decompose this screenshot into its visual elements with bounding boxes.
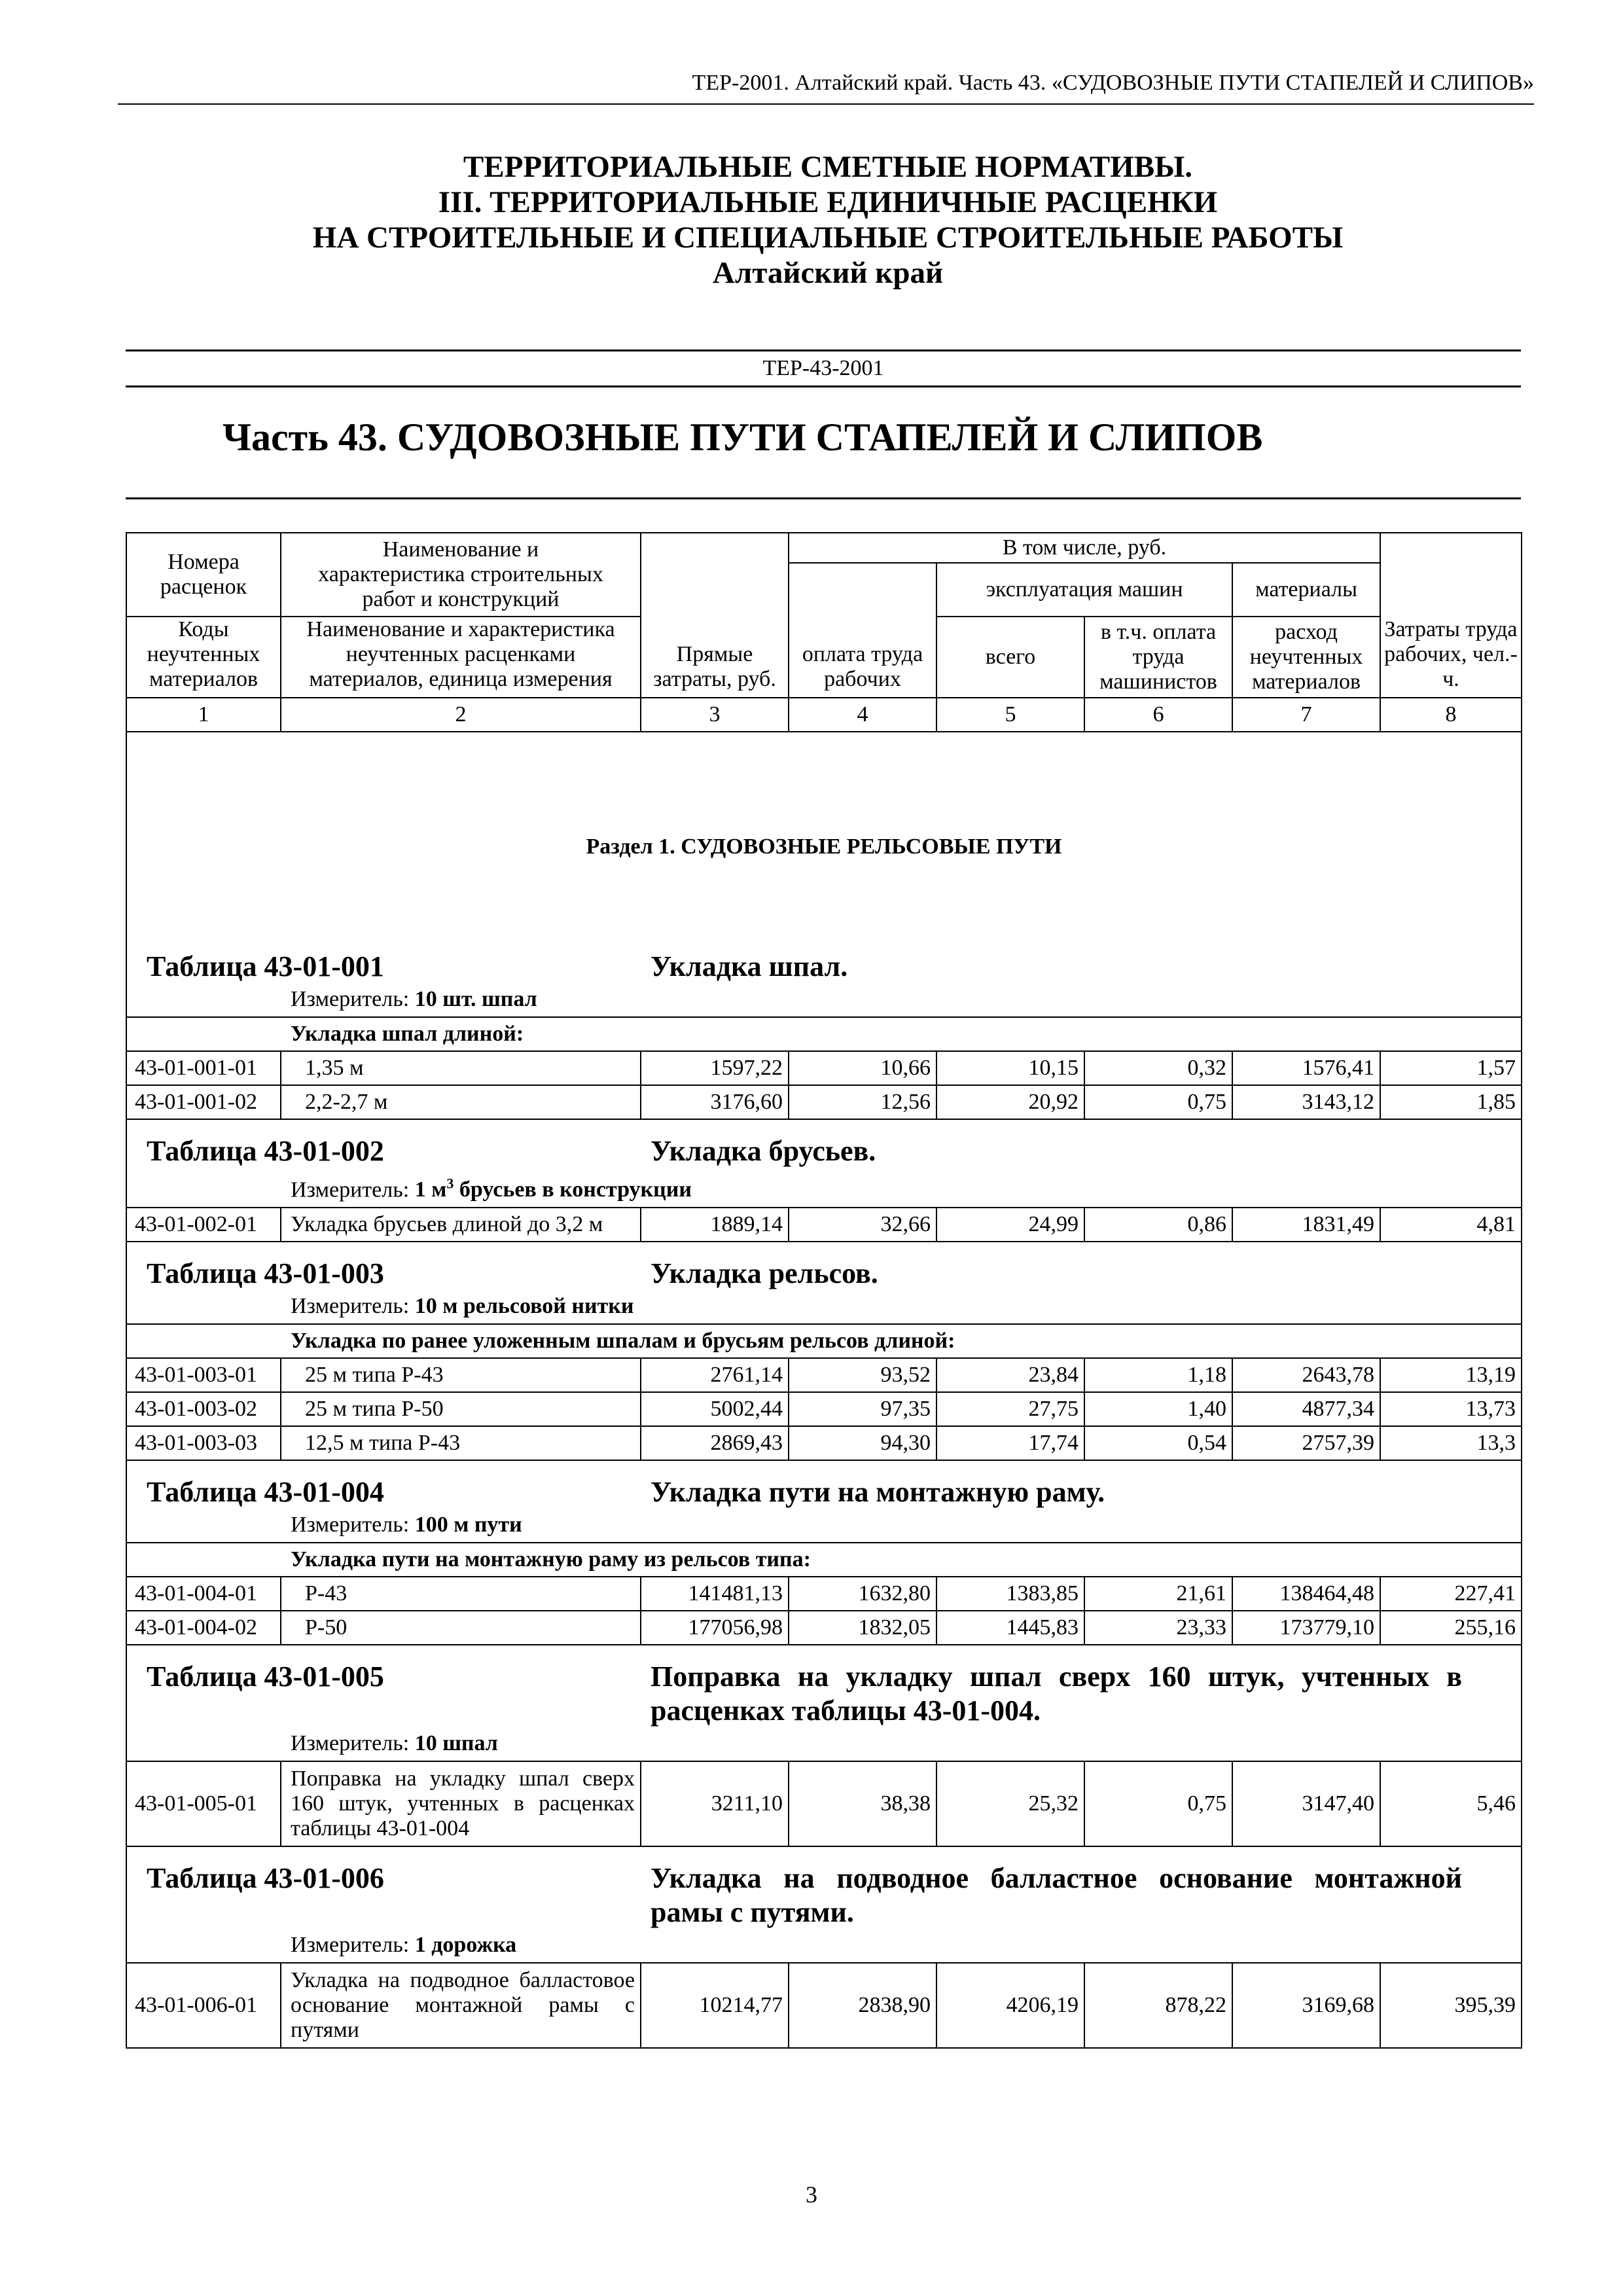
machine-total-value: 4206,19 [936, 1963, 1084, 2048]
header-operator-pay: в т.ч. оплата труда машинистов [1084, 617, 1232, 698]
meter-label: Измеритель: [291, 987, 410, 1011]
materials-value: 2757,39 [1232, 1426, 1380, 1460]
operator-pay-value: 878,22 [1084, 1963, 1232, 2048]
table-number: Таблица 43-01-001 [147, 950, 384, 982]
rate-name: Р-43 [281, 1577, 641, 1611]
header-labor-costs: Затраты труда рабочих, чел.-ч. [1380, 533, 1522, 698]
meter-label: Измеритель: [291, 1294, 410, 1319]
meter-value: 10 шт. шпал [414, 987, 537, 1011]
table-name: Укладка пути на монтажную раму. [651, 1476, 1105, 1509]
meter-label: Измеритель: [291, 1731, 410, 1756]
labor-costs-value: 13,3 [1380, 1426, 1522, 1460]
meter-value: 100 м пути [414, 1513, 522, 1537]
table-name: Укладка рельсов. [651, 1257, 878, 1290]
direct-costs-value: 1889,14 [641, 1208, 789, 1242]
rate-code: 43-01-006-01 [126, 1963, 281, 2048]
worker-pay-value: 12,56 [789, 1085, 936, 1119]
table-name: Укладка брусьев. [651, 1135, 876, 1167]
column-number: 6 [1084, 698, 1232, 732]
table-row [126, 1208, 1522, 1242]
meter-line [127, 1291, 1521, 1323]
worker-pay-value: 38,38 [789, 1761, 936, 1846]
rate-name: 2,2-2,7 м [281, 1085, 641, 1119]
header-worker-pay: оплата труда рабочих [789, 563, 936, 698]
running-header: ТЕР-2001. Алтайский край. Часть 43. «СУДОВОЗНЫЕ ПУТИ СТАПЕЛЕЙ И СЛИПОВ» [118, 71, 1534, 105]
operator-pay-value: 0,54 [1084, 1426, 1232, 1460]
operator-pay-value: 23,33 [1084, 1611, 1232, 1645]
rate-code: 43-01-003-02 [126, 1392, 281, 1426]
header-unaccounted-codes: Коды неучтенных материалов [126, 617, 281, 698]
labor-costs-value: 1,57 [1380, 1051, 1522, 1085]
worker-pay-value: 1632,80 [789, 1577, 936, 1611]
table-subheading: Укладка по ранее уложенным шпалам и брусьям рельсов длиной: [126, 1324, 1522, 1358]
direct-costs-value: 2761,14 [641, 1358, 789, 1392]
header-rate-numbers: Номера расценок [126, 533, 281, 617]
table-subheading: Укладка шпал длиной: [126, 1017, 1522, 1051]
meter-value: 10 шпал [414, 1731, 498, 1756]
labor-costs-value: 13,19 [1380, 1358, 1522, 1392]
operator-pay-value: 1,40 [1084, 1392, 1232, 1426]
rate-code: 43-01-002-01 [126, 1208, 281, 1242]
header-machine-operation: эксплуатация машин [936, 563, 1232, 617]
labor-costs-value: 5,46 [1380, 1761, 1522, 1846]
meter-line [127, 1728, 1521, 1761]
rate-code: 43-01-003-01 [126, 1358, 281, 1392]
materials-value: 3143,12 [1232, 1085, 1380, 1119]
table-row [126, 1051, 1522, 1085]
machine-total-value: 20,92 [936, 1085, 1084, 1119]
table-row [126, 1358, 1522, 1392]
rate-name: 25 м типа Р-50 [281, 1392, 641, 1426]
worker-pay-value: 10,66 [789, 1051, 936, 1085]
table-number: Таблица 43-01-002 [147, 1135, 384, 1167]
machine-total-value: 17,74 [936, 1426, 1084, 1460]
materials-value: 1831,49 [1232, 1208, 1380, 1242]
operator-pay-value: 0,32 [1084, 1051, 1232, 1085]
materials-value: 3147,40 [1232, 1761, 1380, 1846]
page-number: 3 [806, 2181, 817, 2208]
table-number: Таблица 43-01-005 [147, 1660, 384, 1693]
labor-costs-value: 227,41 [1380, 1577, 1522, 1611]
meter-value: 10 м рельсовой нитки [414, 1294, 634, 1319]
worker-pay-value: 93,52 [789, 1358, 936, 1392]
document-title [124, 149, 1531, 291]
materials-value: 4877,34 [1232, 1392, 1380, 1426]
table-number: Таблица 43-01-006 [147, 1862, 384, 1895]
table-name: Укладка шпал. [651, 950, 848, 982]
header-unaccounted-consumption: расход неучтенных материалов [1232, 617, 1380, 698]
header-materials: материалы [1232, 563, 1380, 617]
direct-costs-value: 3211,10 [641, 1761, 789, 1846]
column-number: 8 [1380, 698, 1522, 732]
column-number: 7 [1232, 698, 1380, 732]
rate-name: Р-50 [281, 1611, 641, 1645]
table-row [126, 1085, 1522, 1119]
header-total: всего [936, 617, 1084, 698]
table-row [126, 1392, 1522, 1426]
table-name: Укладка на подводное балластное основание монтажной рамы с путями. [651, 1862, 1462, 1929]
title-line-2: III. ТЕРРИТОРИАЛЬНЫЕ ЕДИНИЧНЫЕ РАСЦЕНКИ [438, 185, 1218, 219]
table-heading [126, 1846, 1522, 1963]
rate-code: 43-01-005-01 [126, 1761, 281, 1846]
labor-costs-value: 255,16 [1380, 1611, 1522, 1645]
meter-label: Измеритель: [291, 1177, 410, 1202]
table-subheading: Укладка пути на монтажную раму из рельсов типа: [126, 1543, 1522, 1577]
worker-pay-value: 1832,05 [789, 1611, 936, 1645]
header-work-name: Наименование и характеристика строительных работ и конструкций [281, 533, 641, 617]
table-heading [126, 935, 1522, 1017]
materials-value: 3169,68 [1232, 1963, 1380, 2048]
table-heading [126, 1119, 1522, 1208]
table-row [126, 1426, 1522, 1460]
title-line-1: ТЕРРИТОРИАЛЬНЫЕ СМЕТНЫЕ НОРМАТИВЫ. [463, 150, 1193, 184]
column-number: 4 [789, 698, 936, 732]
direct-costs-value: 5002,44 [641, 1392, 789, 1426]
rate-code: 43-01-003-03 [126, 1426, 281, 1460]
document-code: ТЕР-43-2001 [126, 350, 1521, 387]
materials-value: 138464,48 [1232, 1577, 1380, 1611]
table-number: Таблица 43-01-004 [147, 1476, 384, 1509]
meter-label: Измеритель: [291, 1513, 410, 1537]
machine-total-value: 10,15 [936, 1051, 1084, 1085]
rates-table [126, 532, 1522, 2049]
materials-value: 1576,41 [1232, 1051, 1380, 1085]
rate-name: 1,35 м [281, 1051, 641, 1085]
direct-costs-value: 1597,22 [641, 1051, 789, 1085]
table-name: Поправка на укладку шпал сверх 160 штук, учтенных в расценках таблицы 43-01-004. [651, 1660, 1462, 1727]
meter-value: 1 дорожка [414, 1933, 517, 1958]
direct-costs-value: 10214,77 [641, 1963, 789, 2048]
operator-pay-value: 0,75 [1084, 1761, 1232, 1846]
meter-label: Измеритель: [291, 1933, 410, 1958]
table-heading [126, 1242, 1522, 1324]
worker-pay-value: 2838,90 [789, 1963, 936, 2048]
operator-pay-value: 1,18 [1084, 1358, 1232, 1392]
table-heading [126, 1645, 1522, 1761]
title-line-3: НА СТРОИТЕЛЬНЫЕ И СПЕЦИАЛЬНЫЕ СТРОИТЕЛЬНЫЕ РАБОТЫ [312, 221, 1344, 255]
table-row [126, 1761, 1522, 1846]
rate-name: Укладка брусьев длиной до 3,2 м [281, 1208, 641, 1242]
machine-total-value: 1445,83 [936, 1611, 1084, 1645]
machine-total-value: 1383,85 [936, 1577, 1084, 1611]
rate-name: 12,5 м типа Р-43 [281, 1426, 641, 1460]
worker-pay-value: 94,30 [789, 1426, 936, 1460]
rate-code: 43-01-004-01 [126, 1577, 281, 1611]
header-including: В том числе, руб. [789, 533, 1380, 563]
rate-code: 43-01-001-01 [126, 1051, 281, 1085]
meter-line [127, 1509, 1521, 1542]
header-unaccounted-names: Наименование и характеристика неучтенных расценками материалов, единица измерения [281, 617, 641, 698]
column-number: 3 [641, 698, 789, 732]
rate-code: 43-01-001-02 [126, 1085, 281, 1119]
table-number: Таблица 43-01-003 [147, 1257, 384, 1290]
meter-line [127, 1168, 1521, 1207]
operator-pay-value: 21,61 [1084, 1577, 1232, 1611]
machine-total-value: 27,75 [936, 1392, 1084, 1426]
direct-costs-value: 177056,98 [641, 1611, 789, 1645]
labor-costs-value: 13,73 [1380, 1392, 1522, 1426]
rate-name: Укладка на подводное балластовое основание монтажной рамы с путями [281, 1963, 641, 2048]
labor-costs-value: 1,85 [1380, 1085, 1522, 1119]
direct-costs-value: 2869,43 [641, 1426, 789, 1460]
machine-total-value: 24,99 [936, 1208, 1084, 1242]
machine-total-value: 25,32 [936, 1761, 1084, 1846]
worker-pay-value: 97,35 [789, 1392, 936, 1426]
column-number: 1 [126, 698, 281, 732]
section-title: Раздел 1. СУДОВОЗНЫЕ РЕЛЬСОВЫЕ ПУТИ [126, 732, 1522, 935]
column-number: 5 [936, 698, 1084, 732]
part-title: Часть 43. СУДОВОЗНЫЕ ПУТИ СТАПЕЛЕЙ И СЛИПОВ [223, 416, 1263, 459]
worker-pay-value: 32,66 [789, 1208, 936, 1242]
header-direct-costs: Прямые затраты, руб. [641, 533, 789, 698]
column-number: 2 [281, 698, 641, 732]
materials-value: 173779,10 [1232, 1611, 1380, 1645]
rate-code: 43-01-004-02 [126, 1611, 281, 1645]
operator-pay-value: 0,86 [1084, 1208, 1232, 1242]
meter-value: 1 $м^3$ брусьев в конструкции [414, 1175, 692, 1202]
machine-total-value: 23,84 [936, 1358, 1084, 1392]
labor-costs-value: 4,81 [1380, 1208, 1522, 1242]
rate-name: Поправка на укладку шпал сверх 160 штук, учтенных в расценках таблицы 43-01-004 [281, 1761, 641, 1846]
table-row [126, 1611, 1522, 1645]
direct-costs-value: 141481,13 [641, 1577, 789, 1611]
materials-value: 2643,78 [1232, 1358, 1380, 1392]
title-line-4: Алтайский край [712, 256, 944, 290]
part-title-rule [126, 497, 1521, 499]
table-row [126, 1963, 1522, 2048]
rate-name: 25 м типа Р-43 [281, 1358, 641, 1392]
meter-line [127, 1929, 1521, 1962]
labor-costs-value: 395,39 [1380, 1963, 1522, 2048]
direct-costs-value: 3176,60 [641, 1085, 789, 1119]
table-row [126, 1577, 1522, 1611]
meter-line [127, 984, 1521, 1016]
table-heading [126, 1460, 1522, 1543]
operator-pay-value: 0,75 [1084, 1085, 1232, 1119]
